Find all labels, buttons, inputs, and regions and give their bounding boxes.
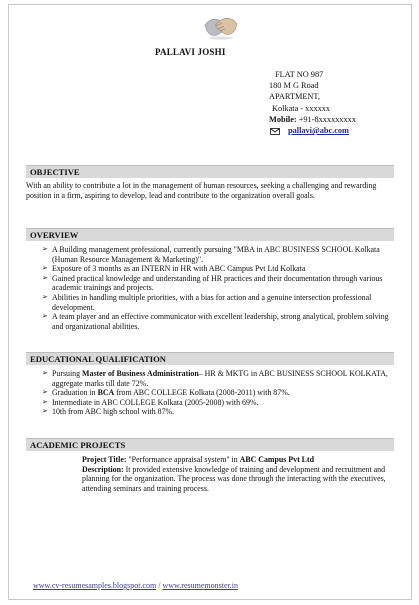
list-item: ➢ Gained practical knowledge and understanding of HR practices and their documentation through various academic trainings and projects. (42, 273, 383, 293)
project-description: Description: It provided extensive knowledge of training and development and recruitment and planning for the organization. The process was done through the interacting with the executives, attending seminars and training process. (82, 464, 386, 493)
list-item: ➢ Abilities in handling multiple priorities, with a bias for action and a genuine intersection professional development. (42, 292, 372, 312)
address-line: APARTMENT, (269, 92, 320, 102)
arrow-bullet-icon: ➢ (42, 312, 48, 321)
projects-section (26, 438, 394, 493)
arrow-bullet-icon: ➢ (42, 264, 48, 273)
list-item: ➢ 10th from ABC high school with 87%. (42, 407, 175, 417)
footer-separator: / (156, 581, 163, 590)
contact-block (269, 69, 356, 136)
footer-link[interactable]: www.cv-resumesamples.blogspot.com (33, 581, 157, 590)
list-item: ➢ Exposure of 3 months as an INTERN in HR with ABC Campus Pvt Ltd Kolkata (42, 264, 306, 274)
section-heading: ACADEMIC PROJECTS (26, 438, 394, 451)
mobile-label: Mobile: (269, 114, 297, 124)
email-link[interactable]: pallavi@abc.com (288, 126, 349, 136)
overview-section (26, 228, 394, 331)
list-item: ➢ Intermediate in ABC COLLEGE Kolkata (2005-2008) with 69%. (42, 397, 259, 407)
section-heading: OVERVIEW (26, 228, 394, 241)
project-entry (82, 455, 394, 493)
arrow-bullet-icon: ➢ (42, 292, 48, 301)
arrow-bullet-icon: ➢ (42, 273, 48, 282)
address-line: 180 M G Road (269, 81, 319, 91)
section-heading: EDUCATIONAL QUALIFICATION (26, 352, 394, 365)
overview-list (26, 245, 394, 331)
arrow-bullet-icon: ➢ (42, 245, 48, 253)
candidate-name: PALLAVI JOSHI (155, 47, 226, 57)
list-item: ➢ Graduation in BCA from ABC COLLEGE Kolkata (2008-2011) with 87%. (42, 388, 290, 398)
address-line: Kolkata - xxxxxx (272, 103, 331, 113)
list-item: ➢ A Building management professional, currently pursuing "MBA in ABC BUSINESS SCHOOL Kolkata (Human Resource Management & Marketing)". (42, 245, 380, 264)
project-title: Project Title: "Performance appraisal system" in ABC Campus Pvt Ltd (82, 455, 314, 464)
education-list (26, 369, 394, 417)
section-heading: OBJECTIVE (26, 165, 394, 178)
handshake-icon (203, 11, 239, 41)
arrow-bullet-icon: ➢ (42, 388, 48, 397)
list-item: ➢ Pursuing Master of Business Administration– HR & MKTG in ABC BUSINESS SCHOOL KOLKATA, aggregate marks till date 72%. (42, 369, 388, 388)
arrow-bullet-icon: ➢ (42, 397, 48, 406)
arrow-bullet-icon: ➢ (42, 407, 48, 416)
mobile-number: +91-8xxxxxxxxx (298, 114, 356, 124)
arrow-bullet-icon: ➢ (42, 369, 48, 377)
education-section (26, 352, 394, 417)
objective-section (26, 165, 394, 200)
footer-links (33, 581, 238, 590)
mobile-row (269, 114, 356, 125)
objective-text: With an ability to contribute a lot in the management of human resources, seeking a challenging and rewarding position in a firm, aspiring to develop, lead and contribute to the organization overall goals. (26, 181, 377, 200)
email-row (269, 125, 356, 136)
list-item: ➢ A team player and an effective communicator with excellent leadership, strong analytical, problem solving and organizational abilities. (42, 312, 389, 331)
envelope-icon (270, 128, 280, 135)
address-line: FLAT NO 987 (275, 70, 324, 79)
footer-link[interactable]: www.resumemonster.in (162, 581, 238, 590)
